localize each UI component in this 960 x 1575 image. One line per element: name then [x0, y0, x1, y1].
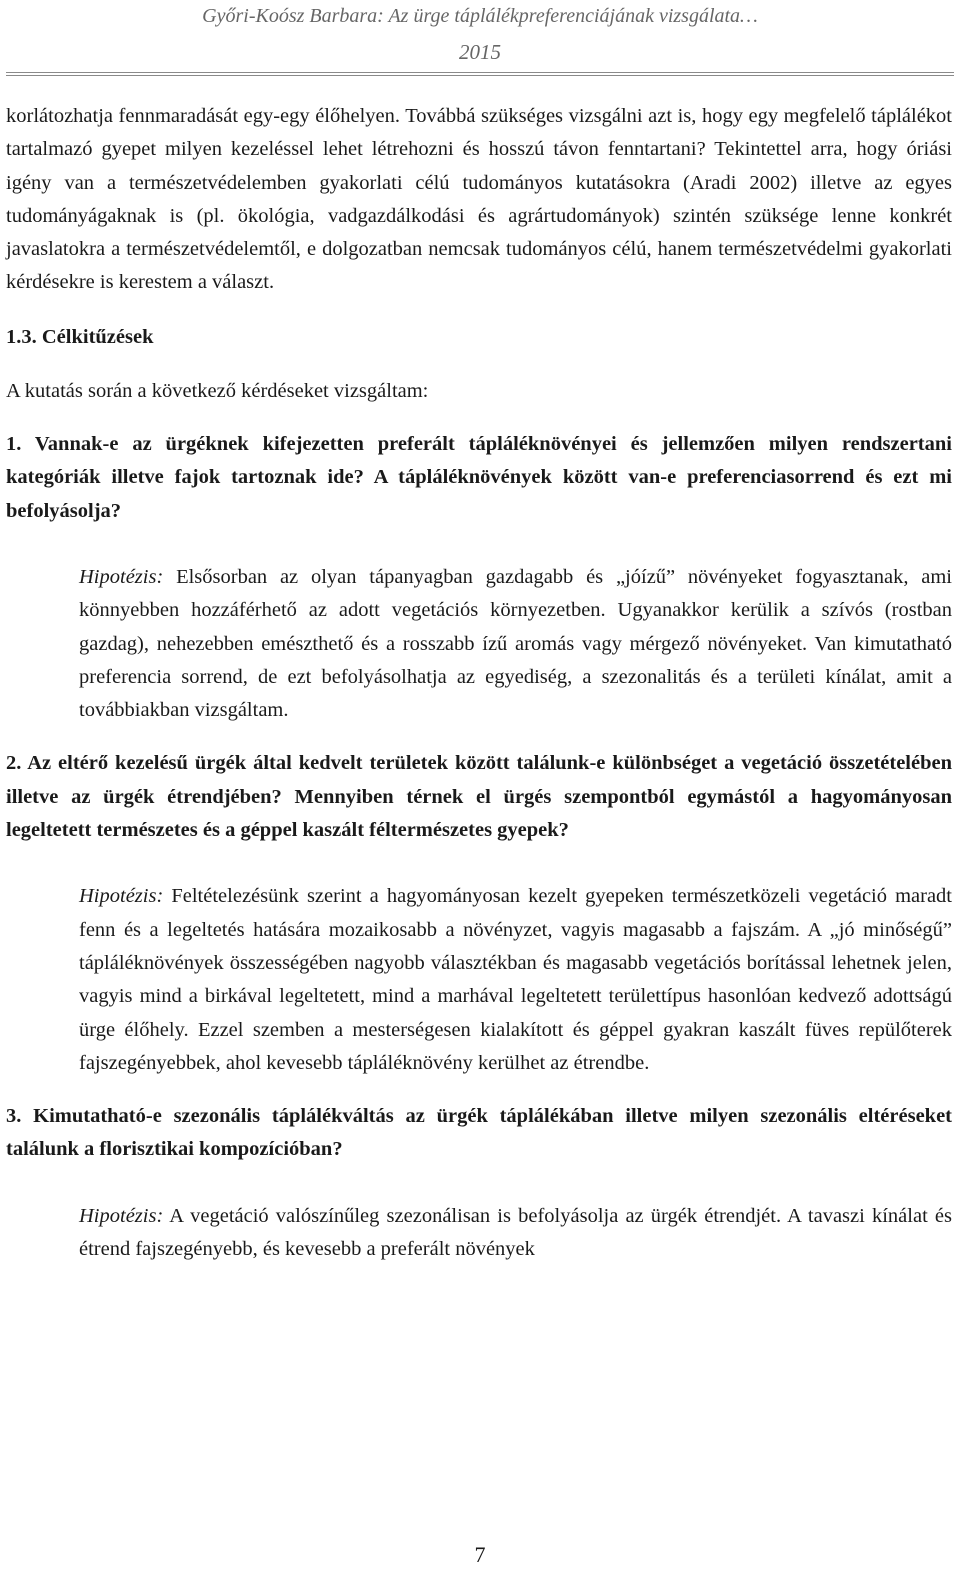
body-paragraph: korlátozhatja fennmaradását egy-egy élőhelyen. Továbbá szükséges vizsgálni azt is, hogy egy megfelelő táplálékot tartalmazó gyepet milyen kezeléssel lehet létrehozni és hosszú távon fenntartani? Tekintettel arra, hogy óriási igény van a természetvédelemben gyakorlati célú tudományos kutatásokra (Aradi 2002) illetve az egyes tudományágaknak is (pl. ökológia, vadgazdálkodási és agrártudományok) szintén szüksége lenne konkrét javaslatokra a természetvédelemtől, e dolgozatban nemcsak tudományos célú, hanem természetvédelmi gyakorlati kérdésekre is kerestem a választ.: [6, 105, 952, 294]
research-question-2: 2. Az eltérő kezelésű ürgék által kedvelt területek között találunk-e különbséget a vegetáció összetételében illetve az ürgék étrendjében? Mennyiben térnek el ürgés szempontból egymástól a hagyományosan legeltetett természetes és a géppel kaszált féltermészetes gyepek?: [6, 752, 952, 842]
research-question-1: 1. Vannak-e az ürgéknek kifejezetten preferált tápláléknövényei és jellemzően milyen rendszertani kategóriák illetve fajok tartoznak ide? A tápláléknövények között van-e preferenciasorrend és ezt mi befolyásolja?: [6, 433, 952, 522]
header-rule: [6, 72, 954, 76]
hypothesis-3: [6, 1200, 952, 1267]
header-title: Győri-Koósz Barbara: Az ürge táplálékpreferenciájának vizsgálata…: [202, 5, 758, 27]
page-number: 7: [474, 1542, 486, 1567]
hypothesis-label: Hipotézis:: [79, 565, 164, 588]
hypothesis-text: Feltételezésünk szerint a hagyományosan kezelt gyepeken természetközeli vegetáció maradt fenn és a legeltetés hatására mozaikosabb a növényzet, vagyis magasabb a fajszám. A „jó minőségű” tápláléknövények összességében nagyobb választékban és magasabb vegetációs borítással lehetnek jelen, vagyis mind a birkával legeltetett, mind a marhával legeltetett területtípus hasonlóan kedvező adottságú ürge élőhely. Ezzel szemben a mesterségesen kialakított és géppel gyakran kaszált füves repülőterek fajszegényebbek, ahol kevesebb tápláléknövény kerülhet az étrendbe.: [79, 885, 952, 1074]
intro-sentence: A kutatás során a következő kérdéseket vizsgáltam:: [6, 379, 429, 402]
hypothesis-text: A vegetáció valószínűleg szezonálisan is befolyásolja az ürgék étrendjét. A tavaszi kínálat és étrend fajszegényebb, és kevesebb a preferált növények: [79, 1204, 952, 1261]
hypothesis-label: Hipotézis:: [79, 885, 164, 908]
hypothesis-1: [6, 561, 952, 727]
section-heading: 1.3. Célkitűzések: [6, 325, 154, 348]
hypothesis-2: [6, 880, 952, 1080]
header-year: 2015: [459, 40, 501, 64]
research-question-3: 3. Kimutatható-e szezonális táplálékváltás az ürgék táplálékában illetve milyen szezonális eltéréseket találunk a florisztikai kompozícióban?: [6, 1105, 952, 1161]
page-body: [6, 100, 952, 1266]
hypothesis-label: Hipotézis:: [79, 1204, 164, 1227]
hypothesis-text: Elsősorban az olyan tápanyagban gazdagabb és „jóízű” növényeket fogyasztanak, ami könnyebben hozzáférhető az adott vegetációs környezetben. Ugyanakkor kerülik a szívós (rostban gazdag), nehezebben emészthető és a rosszabb ízű aromás vagy mérgező növényeket. Van kimutatható preferencia sorrend, de ezt befolyásolhatja az egyediség, a szezonalitás és a területi kínálat, amit a továbbiakban vizsgáltam.: [79, 565, 952, 722]
